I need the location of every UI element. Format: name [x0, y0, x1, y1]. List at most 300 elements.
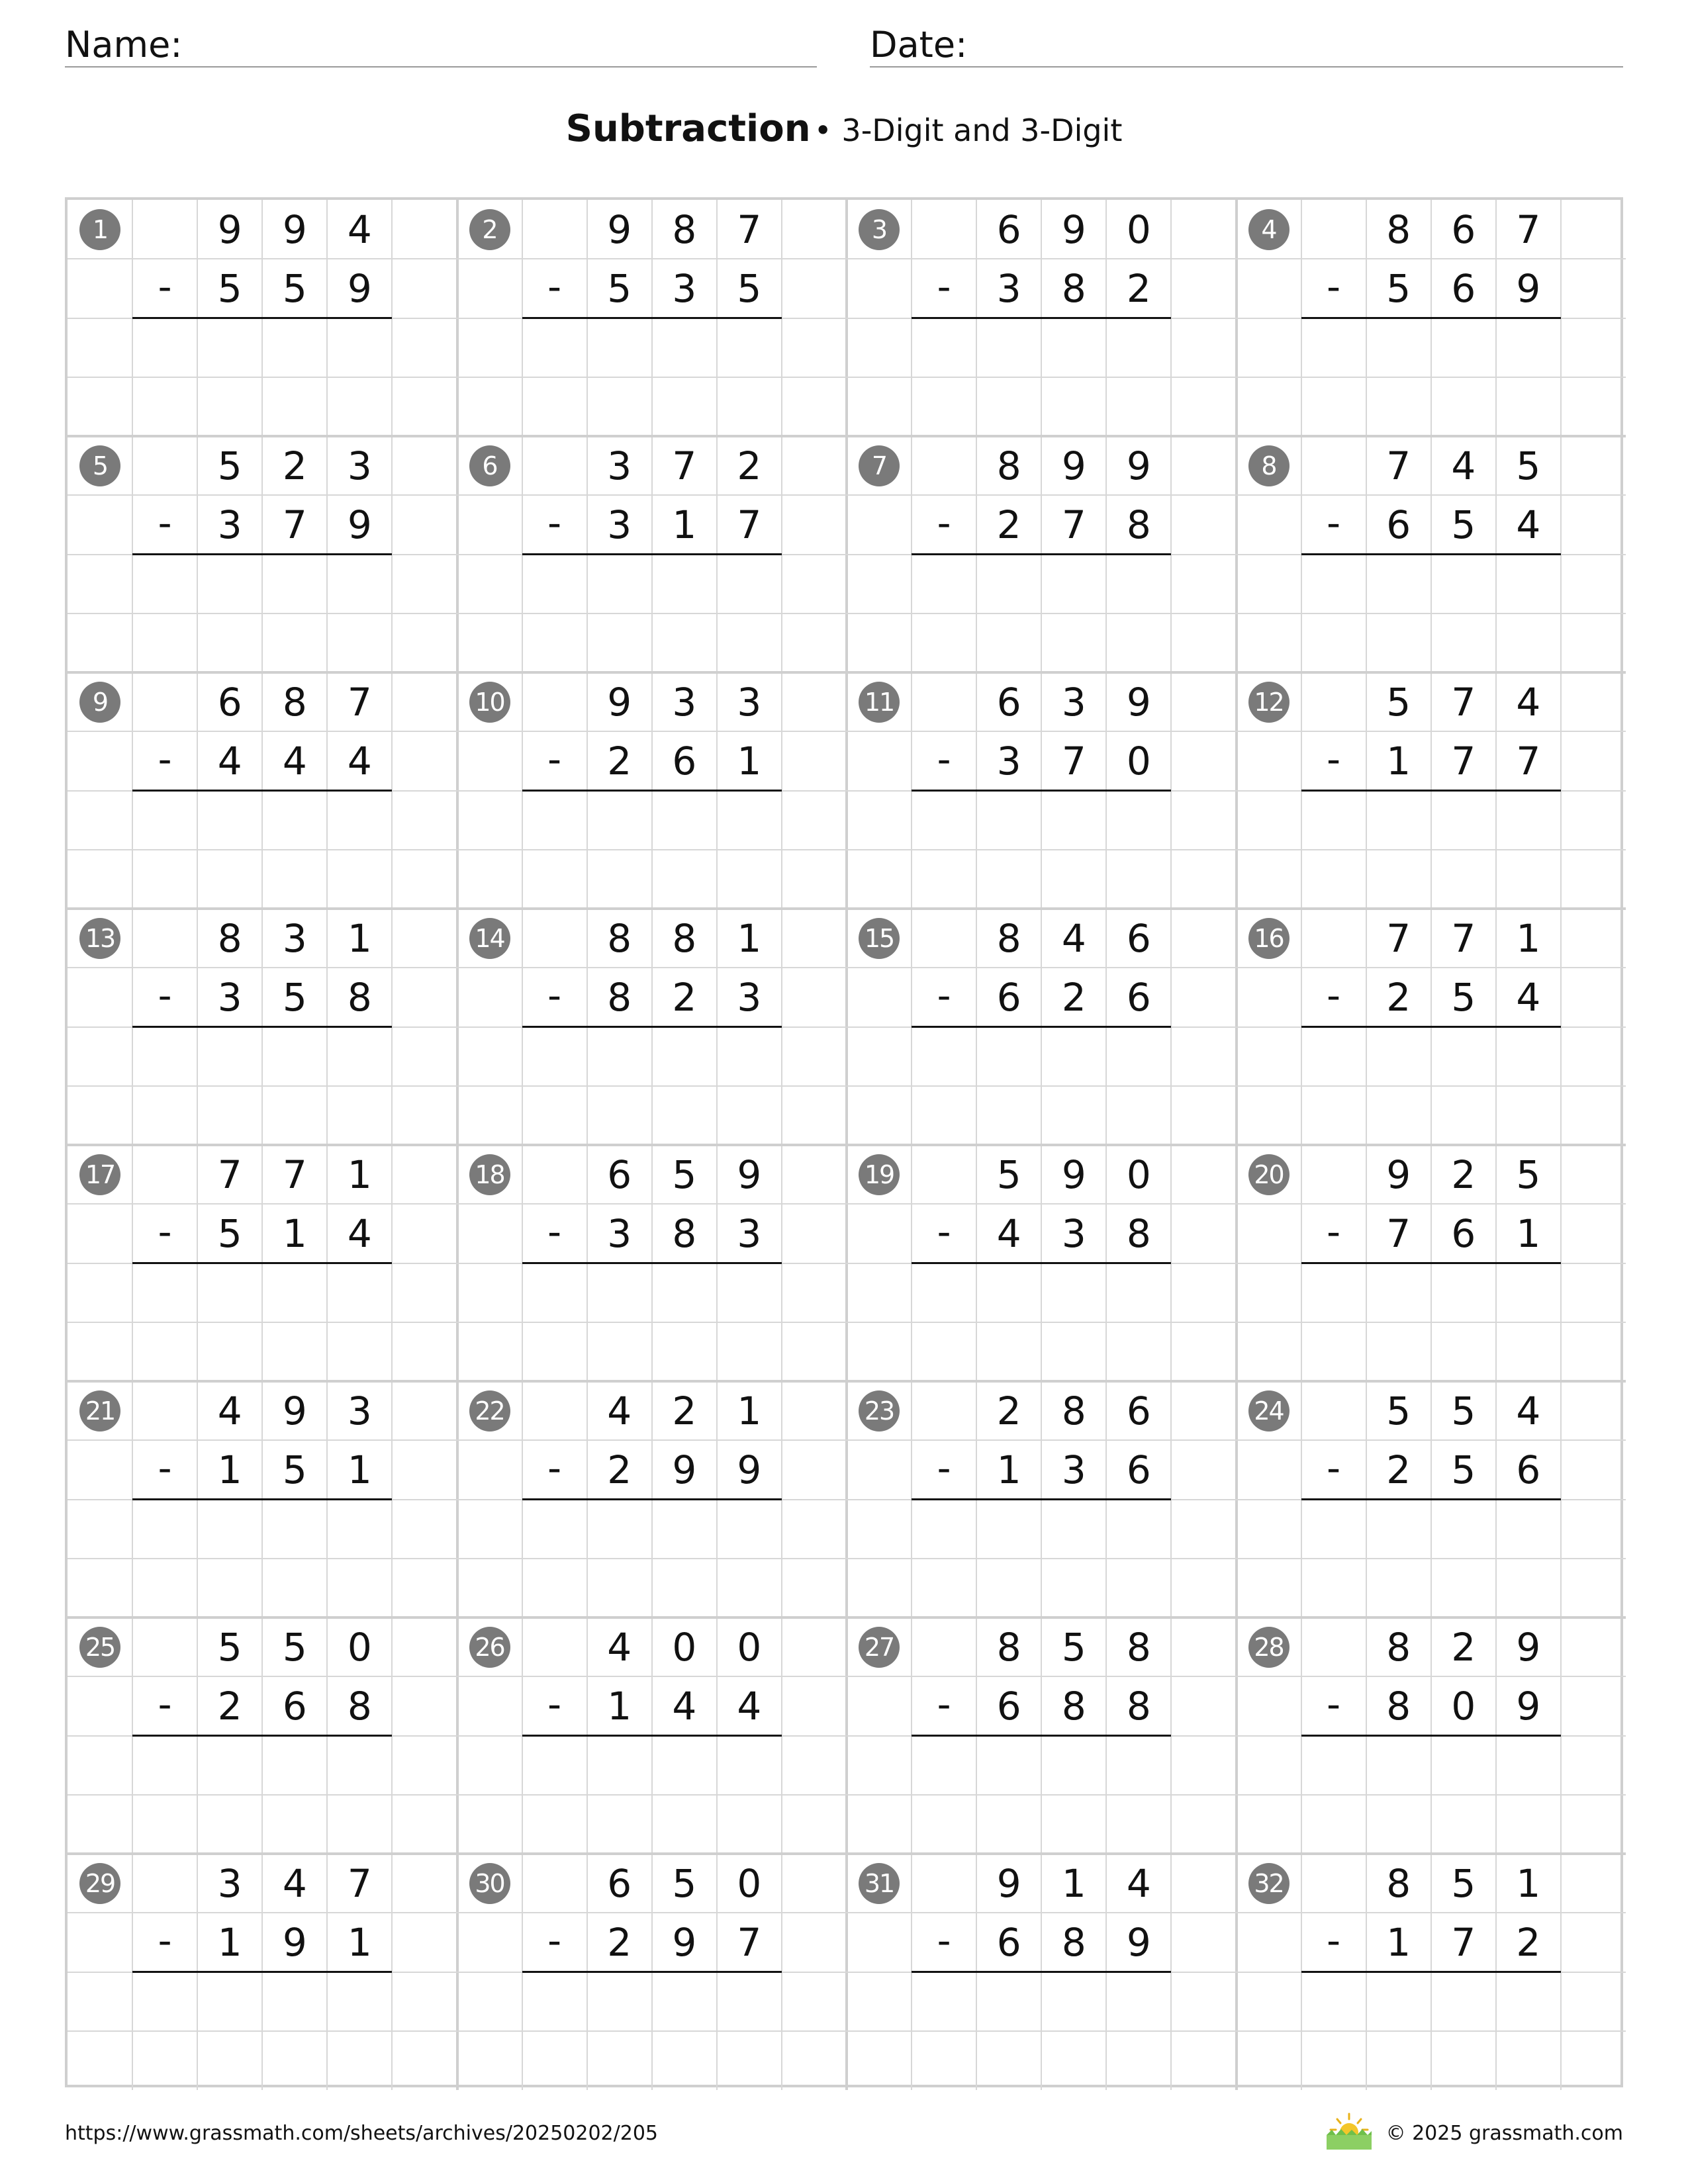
subtrahend-digit: 2 [217, 1684, 242, 1729]
minuend-digit: 3 [347, 443, 372, 488]
minus-sign: - [937, 1445, 951, 1491]
subtrahend-digit: 7 [1516, 739, 1541, 784]
minuend-digit: 9 [607, 680, 632, 725]
subtrahend-digit: 6 [672, 739, 697, 784]
subtrahend-digit: 1 [996, 1447, 1021, 1493]
subtrahend-digit: 5 [217, 1211, 242, 1257]
subtrahend-digit: 4 [737, 1684, 762, 1729]
subtrahend-digit: 5 [282, 266, 307, 312]
answer-line [132, 317, 392, 319]
answer-line [132, 1735, 392, 1737]
problem-number-badge: 13 [79, 918, 120, 959]
minus-sign: - [1327, 737, 1341, 782]
subtrahend-digit: 7 [282, 502, 307, 548]
minuend-digit: 2 [737, 443, 762, 488]
subtrahend-digit: 1 [737, 739, 762, 784]
subtrahend-digit: 8 [1126, 1211, 1151, 1257]
subtrahend-digit: 2 [1061, 975, 1086, 1021]
minuend-digit: 4 [1516, 1388, 1541, 1433]
subtrahend-digit: 3 [996, 266, 1021, 312]
worksheet-title [0, 99, 1688, 167]
subtrahend-digit: 1 [347, 1920, 372, 1966]
problem-number-badge: 18 [469, 1154, 510, 1195]
minus-sign: - [1327, 1209, 1341, 1255]
subtrahend-digit: 5 [282, 975, 307, 1021]
problem-25 [68, 1617, 457, 1854]
subtrahend-digit: 6 [996, 975, 1021, 1021]
minuend-digit: 2 [672, 1388, 697, 1433]
date-label: Date: [870, 24, 968, 66]
subtrahend-digit: 8 [1126, 502, 1151, 548]
problem-number-badge: 31 [859, 1863, 900, 1904]
problem-number-badge: 2 [469, 209, 510, 250]
subtrahend-digit: 4 [347, 1211, 372, 1257]
minus-sign: - [1327, 1918, 1341, 1964]
answer-line [1301, 790, 1561, 792]
minuend-digit: 0 [347, 1625, 372, 1670]
subtrahend-digit: 7 [1061, 502, 1086, 548]
minuend-digit: 4 [282, 1861, 307, 1906]
subtrahend-digit: 3 [1061, 1447, 1086, 1493]
subtrahend-digit: 8 [607, 975, 632, 1021]
subtrahend-digit: 6 [996, 1920, 1021, 1966]
problem-number-badge: 32 [1248, 1863, 1289, 1904]
subtrahend-digit: 2 [607, 739, 632, 784]
problem-number-badge: 24 [1248, 1390, 1289, 1432]
subtrahend-digit: 5 [282, 1447, 307, 1493]
problem-7 [847, 436, 1237, 672]
problem-31 [847, 1854, 1237, 2090]
minus-sign: - [547, 1918, 562, 1964]
problem-number-badge: 5 [79, 445, 120, 486]
minuend-digit: 1 [737, 916, 762, 961]
answer-line [132, 1971, 392, 1973]
minuend-digit: 9 [1386, 1152, 1411, 1197]
subtrahend-digit: 6 [996, 1684, 1021, 1729]
minuend-digit: 4 [1516, 680, 1541, 725]
minuend-digit: 6 [607, 1861, 632, 1906]
minuend-digit: 4 [1061, 916, 1086, 961]
date-field[interactable] [870, 23, 1623, 68]
answer-line [912, 1971, 1171, 1973]
problem-number-badge: 3 [859, 209, 900, 250]
problem-number-badge: 12 [1248, 682, 1289, 723]
problem-number-badge: 20 [1248, 1154, 1289, 1195]
subtrahend-digit: 4 [217, 739, 242, 784]
problem-number-badge: 9 [79, 682, 120, 723]
minuend-digit: 8 [217, 916, 242, 961]
problem-number-badge: 21 [79, 1390, 120, 1432]
answer-line [522, 317, 782, 319]
minuend-digit: 6 [996, 207, 1021, 252]
minuend-digit: 5 [1451, 1388, 1476, 1433]
subtrahend-digit: 0 [1126, 739, 1151, 784]
subtrahend-digit: 8 [347, 1684, 372, 1729]
problem-15 [847, 909, 1237, 1145]
minuend-digit: 7 [737, 207, 762, 252]
subtrahend-digit: 9 [1126, 1920, 1151, 1966]
problem-13 [68, 909, 457, 1145]
answer-line [132, 553, 392, 555]
subtrahend-digit: 1 [217, 1920, 242, 1966]
subtrahend-digit: 4 [1516, 975, 1541, 1021]
problem-number-badge: 8 [1248, 445, 1289, 486]
minuend-digit: 8 [607, 916, 632, 961]
answer-line [912, 553, 1171, 555]
problem-30 [457, 1854, 847, 2090]
minus-sign: - [158, 973, 172, 1019]
subtrahend-digit: 6 [1126, 1447, 1151, 1493]
minuend-digit: 5 [1061, 1625, 1086, 1670]
minuend-digit: 7 [347, 1861, 372, 1906]
minuend-digit: 4 [607, 1388, 632, 1433]
minuend-digit: 8 [282, 680, 307, 725]
subtrahend-digit: 1 [347, 1447, 372, 1493]
problem-number-badge: 25 [79, 1627, 120, 1668]
minuend-digit: 9 [1061, 207, 1086, 252]
subtrahend-digit: 3 [1061, 1211, 1086, 1257]
minuend-digit: 4 [1451, 443, 1476, 488]
minuend-digit: 9 [282, 207, 307, 252]
subtrahend-digit: 4 [1516, 502, 1541, 548]
subtrahend-digit: 0 [1451, 1684, 1476, 1729]
problem-number-badge: 17 [79, 1154, 120, 1195]
problem-2 [457, 200, 847, 436]
minus-sign: - [158, 1445, 172, 1491]
minuend-digit: 5 [1386, 680, 1411, 725]
problem-32 [1237, 1854, 1626, 2090]
subtrahend-digit: 2 [607, 1447, 632, 1493]
minuend-digit: 1 [737, 1388, 762, 1433]
problem-3 [847, 200, 1237, 436]
title-main: Subtraction [565, 107, 811, 150]
subtrahend-digit: 2 [1386, 975, 1411, 1021]
subtrahend-digit: 7 [1451, 739, 1476, 784]
minuend-digit: 7 [1386, 916, 1411, 961]
minus-sign: - [158, 1918, 172, 1964]
minuend-digit: 8 [1386, 1861, 1411, 1906]
problem-22 [457, 1381, 847, 1617]
answer-line [912, 790, 1171, 792]
answer-line [1301, 553, 1561, 555]
minuend-digit: 8 [996, 1625, 1021, 1670]
subtrahend-digit: 3 [217, 975, 242, 1021]
subtrahend-digit: 1 [672, 502, 697, 548]
minus-sign: - [937, 1682, 951, 1727]
minuend-digit: 9 [996, 1861, 1021, 1906]
problem-21 [68, 1381, 457, 1617]
problem-20 [1237, 1145, 1626, 1381]
minus-sign: - [937, 500, 951, 546]
minuend-digit: 9 [607, 207, 632, 252]
subtrahend-digit: 9 [672, 1447, 697, 1493]
minus-sign: - [158, 1209, 172, 1255]
answer-line [912, 1262, 1171, 1264]
subtrahend-digit: 3 [737, 975, 762, 1021]
problem-number-badge: 26 [469, 1627, 510, 1668]
minuend-digit: 8 [1386, 207, 1411, 252]
minuend-digit: 4 [217, 1388, 242, 1433]
subtrahend-digit: 5 [217, 266, 242, 312]
problem-26 [457, 1617, 847, 1854]
subtrahend-digit: 6 [282, 1684, 307, 1729]
minuend-digit: 8 [996, 443, 1021, 488]
problem-5 [68, 436, 457, 672]
minuend-digit: 1 [1516, 1861, 1541, 1906]
minuend-digit: 4 [1126, 1861, 1151, 1906]
name-field[interactable] [65, 23, 817, 68]
minus-sign: - [547, 973, 562, 1019]
subtrahend-digit: 3 [217, 502, 242, 548]
minuend-digit: 1 [347, 1152, 372, 1197]
problem-number-badge: 7 [859, 445, 900, 486]
problem-number-badge: 11 [859, 682, 900, 723]
subtrahend-digit: 9 [282, 1920, 307, 1966]
minuend-digit: 9 [282, 1388, 307, 1433]
answer-line [522, 790, 782, 792]
minuend-digit: 7 [672, 443, 697, 488]
minuend-digit: 5 [282, 1625, 307, 1670]
minuend-digit: 1 [1516, 916, 1541, 961]
minuend-digit: 0 [737, 1625, 762, 1670]
minuend-digit: 2 [1451, 1152, 1476, 1197]
problem-number-badge: 28 [1248, 1627, 1289, 1668]
problem-6 [457, 436, 847, 672]
answer-line [132, 1498, 392, 1500]
minus-sign: - [547, 1209, 562, 1255]
subtrahend-digit: 2 [1516, 1920, 1541, 1966]
subtrahend-digit: 1 [1386, 739, 1411, 784]
subtrahend-digit: 9 [1516, 266, 1541, 312]
minus-sign: - [547, 264, 562, 310]
subtrahend-digit: 2 [672, 975, 697, 1021]
minuend-digit: 9 [1516, 1625, 1541, 1670]
problem-18 [457, 1145, 847, 1381]
subtrahend-digit: 8 [672, 1211, 697, 1257]
minuend-digit: 3 [217, 1861, 242, 1906]
subtrahend-digit: 8 [1126, 1684, 1151, 1729]
minus-sign: - [1327, 1445, 1341, 1491]
minuend-digit: 1 [1061, 1861, 1086, 1906]
minuend-digit: 3 [737, 680, 762, 725]
subtrahend-digit: 7 [737, 502, 762, 548]
minuend-digit: 7 [1451, 680, 1476, 725]
minuend-digit: 0 [737, 1861, 762, 1906]
minuend-digit: 9 [1061, 443, 1086, 488]
subtrahend-digit: 4 [996, 1211, 1021, 1257]
minuend-digit: 5 [1516, 443, 1541, 488]
subtrahend-digit: 3 [607, 1211, 632, 1257]
minuend-digit: 5 [672, 1152, 697, 1197]
problem-11 [847, 672, 1237, 909]
minus-sign: - [547, 1682, 562, 1727]
subtrahend-digit: 2 [1386, 1447, 1411, 1493]
subtrahend-digit: 5 [1451, 975, 1476, 1021]
minuend-digit: 7 [1451, 916, 1476, 961]
minuend-digit: 0 [1126, 207, 1151, 252]
problem-4 [1237, 200, 1626, 436]
subtrahend-digit: 5 [1451, 1447, 1476, 1493]
minuend-digit: 3 [282, 916, 307, 961]
minus-sign: - [1327, 1682, 1341, 1727]
subtrahend-digit: 4 [282, 739, 307, 784]
problem-9 [68, 672, 457, 909]
answer-line [912, 317, 1171, 319]
minus-sign: - [547, 1445, 562, 1491]
minus-sign: - [1327, 264, 1341, 310]
minuend-digit: 3 [347, 1388, 372, 1433]
answer-line [522, 1735, 782, 1737]
answer-line [522, 1498, 782, 1500]
minus-sign: - [158, 737, 172, 782]
problem-number-badge: 27 [859, 1627, 900, 1668]
subtrahend-digit: 6 [1386, 502, 1411, 548]
answer-line [912, 1735, 1171, 1737]
subtrahend-digit: 6 [1126, 975, 1151, 1021]
problem-19 [847, 1145, 1237, 1381]
problem-24 [1237, 1381, 1626, 1617]
minuend-digit: 9 [1126, 443, 1151, 488]
minuend-digit: 2 [996, 1388, 1021, 1433]
answer-line [522, 1262, 782, 1264]
subtrahend-digit: 9 [672, 1920, 697, 1966]
minuend-digit: 9 [1061, 1152, 1086, 1197]
minuend-digit: 7 [1516, 207, 1541, 252]
minuend-digit: 5 [217, 443, 242, 488]
problem-1 [68, 200, 457, 436]
minus-sign: - [158, 1682, 172, 1727]
minuend-digit: 6 [1451, 207, 1476, 252]
minus-sign: - [937, 1209, 951, 1255]
minuend-digit: 5 [996, 1152, 1021, 1197]
problem-29 [68, 1854, 457, 2090]
problem-number-badge: 15 [859, 918, 900, 959]
answer-line [522, 553, 782, 555]
subtrahend-digit: 7 [1386, 1211, 1411, 1257]
minus-sign: - [937, 737, 951, 782]
answer-line [1301, 1735, 1561, 1737]
minuend-digit: 6 [1126, 916, 1151, 961]
minuend-digit: 9 [217, 207, 242, 252]
subtrahend-digit: 6 [1516, 1447, 1541, 1493]
minuend-digit: 4 [347, 207, 372, 252]
subtrahend-digit: 9 [737, 1447, 762, 1493]
minuend-digit: 3 [1061, 680, 1086, 725]
subtrahend-digit: 8 [1061, 1920, 1086, 1966]
problem-14 [457, 909, 847, 1145]
problem-number-badge: 4 [1248, 209, 1289, 250]
subtrahend-digit: 2 [996, 502, 1021, 548]
answer-line [132, 1262, 392, 1264]
subtrahend-digit: 3 [672, 266, 697, 312]
answer-line [522, 1971, 782, 1973]
subtrahend-digit: 6 [1451, 1211, 1476, 1257]
subtrahend-digit: 7 [737, 1920, 762, 1966]
subtrahend-digit: 7 [1061, 739, 1086, 784]
answer-line [912, 1026, 1171, 1028]
minuend-digit: 8 [996, 916, 1021, 961]
subtrahend-digit: 2 [607, 1920, 632, 1966]
minuend-digit: 8 [672, 916, 697, 961]
minuend-digit: 8 [672, 207, 697, 252]
subtrahend-digit: 5 [1451, 502, 1476, 548]
answer-line [912, 1498, 1171, 1500]
minuend-digit: 7 [1386, 443, 1411, 488]
problem-number-badge: 23 [859, 1390, 900, 1432]
minuend-digit: 5 [217, 1625, 242, 1670]
minuend-digit: 0 [1126, 1152, 1151, 1197]
title-subtitle: • 3-Digit and 3-Digit [814, 113, 1123, 148]
minuend-digit: 8 [1061, 1388, 1086, 1433]
problem-number-badge: 30 [469, 1863, 510, 1904]
problem-17 [68, 1145, 457, 1381]
problem-number-badge: 29 [79, 1863, 120, 1904]
minuend-digit: 5 [672, 1861, 697, 1906]
subtrahend-digit: 1 [217, 1447, 242, 1493]
minuend-digit: 8 [1386, 1625, 1411, 1670]
problem-number-badge: 6 [469, 445, 510, 486]
minus-sign: - [547, 500, 562, 546]
subtrahend-digit: 8 [1386, 1684, 1411, 1729]
problem-16 [1237, 909, 1626, 1145]
answer-line [132, 1026, 392, 1028]
minuend-digit: 6 [217, 680, 242, 725]
problem-number-badge: 10 [469, 682, 510, 723]
minuend-digit: 6 [607, 1152, 632, 1197]
problem-number-badge: 1 [79, 209, 120, 250]
problem-number-badge: 19 [859, 1154, 900, 1195]
minuend-digit: 8 [1126, 1625, 1151, 1670]
problem-number-badge: 16 [1248, 918, 1289, 959]
minus-sign: - [1327, 973, 1341, 1019]
subtrahend-digit: 5 [1386, 266, 1411, 312]
answer-line [132, 790, 392, 792]
minus-sign: - [937, 973, 951, 1019]
subtrahend-digit: 1 [282, 1211, 307, 1257]
minus-sign: - [937, 1918, 951, 1964]
problem-12 [1237, 672, 1626, 909]
minus-sign: - [937, 264, 951, 310]
subtrahend-digit: 1 [1516, 1211, 1541, 1257]
minuend-digit: 3 [672, 680, 697, 725]
problem-number-badge: 22 [469, 1390, 510, 1432]
minuend-digit: 5 [1386, 1388, 1411, 1433]
minus-sign: - [547, 737, 562, 782]
subtrahend-digit: 5 [607, 266, 632, 312]
minuend-digit: 0 [672, 1625, 697, 1670]
minuend-digit: 6 [996, 680, 1021, 725]
subtrahend-digit: 9 [1516, 1684, 1541, 1729]
problem-10 [457, 672, 847, 909]
subtrahend-digit: 4 [347, 739, 372, 784]
minuend-digit: 3 [607, 443, 632, 488]
minuend-digit: 5 [1451, 1861, 1476, 1906]
minuend-digit: 2 [1451, 1625, 1476, 1670]
minus-sign: - [1327, 500, 1341, 546]
answer-line [522, 1026, 782, 1028]
minuend-digit: 4 [607, 1625, 632, 1670]
minus-sign: - [158, 264, 172, 310]
subtrahend-digit: 8 [1061, 1684, 1086, 1729]
footer-url: https://www.grassmath.com/sheets/archives/20250202/205 [65, 2122, 659, 2145]
subtrahend-digit: 6 [1451, 266, 1476, 312]
minuend-digit: 7 [282, 1152, 307, 1197]
subtrahend-digit: 3 [996, 739, 1021, 784]
answer-line [1301, 317, 1561, 319]
problem-grid [65, 197, 1623, 2087]
minuend-digit: 6 [1126, 1388, 1151, 1433]
subtrahend-digit: 7 [1451, 1920, 1476, 1966]
